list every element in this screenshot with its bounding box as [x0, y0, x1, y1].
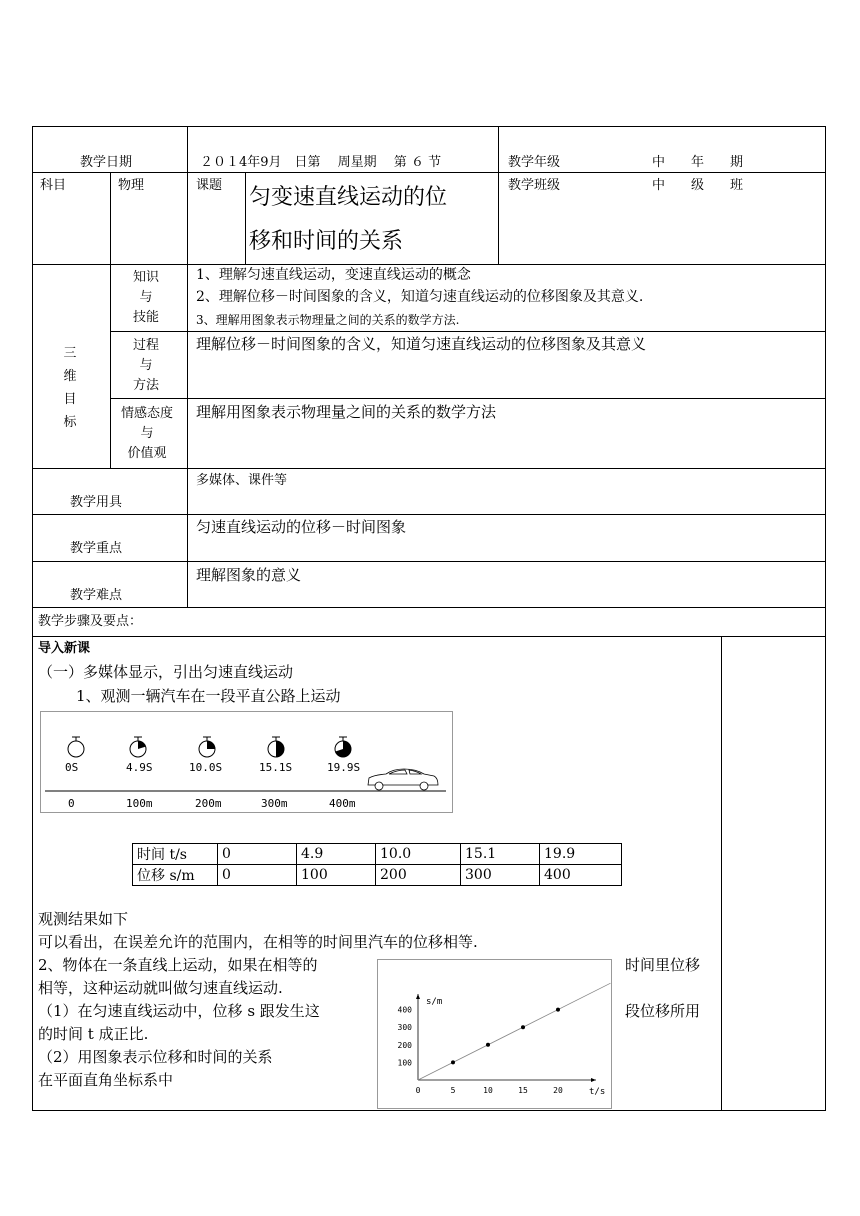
- paragraph-5: 在平面直角坐标系中: [38, 1071, 174, 1089]
- paragraph-4: （2）用图象表示位移和时间的关系: [38, 1048, 273, 1066]
- x-axis-label: t/s: [589, 1087, 606, 1097]
- y-tick-label: 100: [397, 1058, 412, 1068]
- grade-value: 中 年 期: [652, 155, 744, 170]
- y-tick-label: 400: [397, 1005, 412, 1015]
- steps-label: 教学步骤及要点：: [38, 614, 143, 629]
- table-cell: 0: [218, 865, 297, 886]
- time-displacement-table: [132, 843, 622, 886]
- emotion-text: 理解用图象表示物理量之间的关系的数学方法: [196, 403, 497, 421]
- topic-line-2: 移和时间的关系: [249, 229, 404, 254]
- subject-value: 物理: [118, 178, 145, 193]
- grade-label: 教学年级: [508, 155, 561, 170]
- paragraph-3c: 的时间 t 成正比.: [38, 1025, 149, 1043]
- time-label-4: 19.9S: [327, 761, 361, 774]
- x-tick-label: 10: [483, 1086, 493, 1095]
- table-cell: 15.1: [461, 844, 540, 865]
- table-cell: 0: [218, 844, 297, 865]
- x-tick-label: 5: [450, 1086, 456, 1095]
- paragraph-2b: 时间里位移: [625, 956, 701, 974]
- data-point: [451, 1060, 455, 1064]
- paragraph-3a: （1）在匀速直线运动中，位移 s 跟发生这: [38, 1002, 320, 1020]
- observation-2: 可以看出，在误差允许的范围内，在相等的时间里汽车的位移相等.: [38, 933, 478, 951]
- distance-label-1: 100m: [126, 797, 153, 810]
- y-axis-arrow: [416, 994, 420, 999]
- class-label: 教学班级: [508, 178, 561, 193]
- data-point: [521, 1025, 525, 1029]
- goals-side-label: 三 维 目 标: [63, 346, 77, 430]
- st-chart-svg: [378, 960, 611, 1108]
- table-cell: 200: [376, 865, 461, 886]
- time-label-1: 4.9S: [126, 761, 153, 774]
- table-cell: 时间 t/s: [133, 844, 218, 865]
- stopwatch-icon: [130, 737, 146, 757]
- key-point-text: 匀速直线运动的位移－时间图象: [196, 518, 407, 536]
- data-point: [486, 1043, 490, 1047]
- tools-text: 多媒体、课件等: [196, 473, 288, 488]
- stopwatch-icon: [68, 737, 84, 757]
- table-cell: 19.9: [540, 844, 622, 865]
- x-axis-arrow: [591, 1078, 596, 1082]
- table-row: [133, 844, 622, 865]
- body-line-2: 1、观测一辆汽车在一段平直公路上运动: [76, 687, 341, 705]
- topic-label: 课题: [196, 178, 223, 193]
- class-value: 中 级 班: [652, 178, 744, 193]
- stopwatch-icon: [335, 737, 351, 757]
- y-tick-label: 200: [397, 1040, 412, 1050]
- knowledge-label: 知识 与 技能: [132, 270, 159, 325]
- fit-line: [418, 983, 611, 1080]
- distance-label-2: 200m: [195, 797, 222, 810]
- date-label: 教学日期: [80, 155, 133, 170]
- x-tick-label: 15: [518, 1086, 528, 1095]
- table-cell: 位移 s/m: [133, 865, 218, 886]
- table-cell: 400: [540, 865, 622, 886]
- body-line-1: （一）多媒体显示，引出匀速直线运动: [38, 663, 294, 681]
- section-heading: 导入新课: [38, 641, 91, 656]
- paragraph-2c: 相等，这种运动就叫做匀速直线运动.: [38, 979, 283, 997]
- paragraph-2a: 2、物体在一条直线上运动，如果在相等的: [38, 956, 318, 974]
- process-text: 理解位移－时间图象的含义，知道匀速直线运动的位移图象及其意义: [196, 335, 647, 353]
- x-tick-label: 20: [553, 1086, 563, 1095]
- topic-line-1: 匀变速直线运动的位: [249, 185, 448, 210]
- subject-label: 科目: [40, 178, 67, 193]
- distance-label-3: 300m: [261, 797, 288, 810]
- time-label-2: 10.0S: [189, 761, 223, 774]
- distance-label-0: 0: [68, 797, 75, 810]
- table-cell: 10.0: [376, 844, 461, 865]
- time-label-0: 0S: [65, 761, 79, 774]
- table-cell: 4.9: [297, 844, 376, 865]
- key-point-label: 教学重点: [70, 541, 123, 556]
- paragraph-3b: 段位移所用: [625, 1002, 701, 1020]
- table-cell: 100: [297, 865, 376, 886]
- time-label-3: 15.1S: [259, 761, 293, 774]
- data-point: [556, 1008, 560, 1012]
- knowledge-item-3: 3、理解用图象表示物理量之间的关系的数学方法.: [196, 313, 460, 327]
- process-label: 过程 与 方法: [132, 338, 159, 393]
- car-icon: [368, 769, 438, 790]
- stopwatch-icon: [199, 737, 215, 757]
- car-figure-svg: [41, 712, 452, 812]
- y-tick-label: 300: [397, 1023, 412, 1033]
- knowledge-item-1: 1、理解匀速直线运动，变速直线运动的概念: [196, 267, 471, 283]
- st-chart: [377, 959, 612, 1109]
- car-figure: [40, 711, 453, 813]
- distance-label-4: 400m: [329, 797, 356, 810]
- date-value: ２０１4年9月 日第 周星期 第 ６ 节: [200, 155, 442, 170]
- x-tick-label: 0: [415, 1086, 421, 1095]
- stopwatch-icon: [268, 737, 284, 757]
- tools-label: 教学用具: [70, 495, 123, 510]
- knowledge-item-2: 2、理解位移－时间图象的含义，知道匀速直线运动的位移图象及其意义.: [196, 289, 644, 305]
- emotion-label: 情感态度 与 价值观: [120, 406, 173, 461]
- difficulty-label: 教学难点: [70, 588, 123, 603]
- table-cell: 300: [461, 865, 540, 886]
- y-axis-label: s/m: [426, 997, 443, 1007]
- difficulty-text: 理解图象的意义: [196, 566, 302, 584]
- table-row: [133, 865, 622, 886]
- observation-1: 观测结果如下: [38, 910, 129, 928]
